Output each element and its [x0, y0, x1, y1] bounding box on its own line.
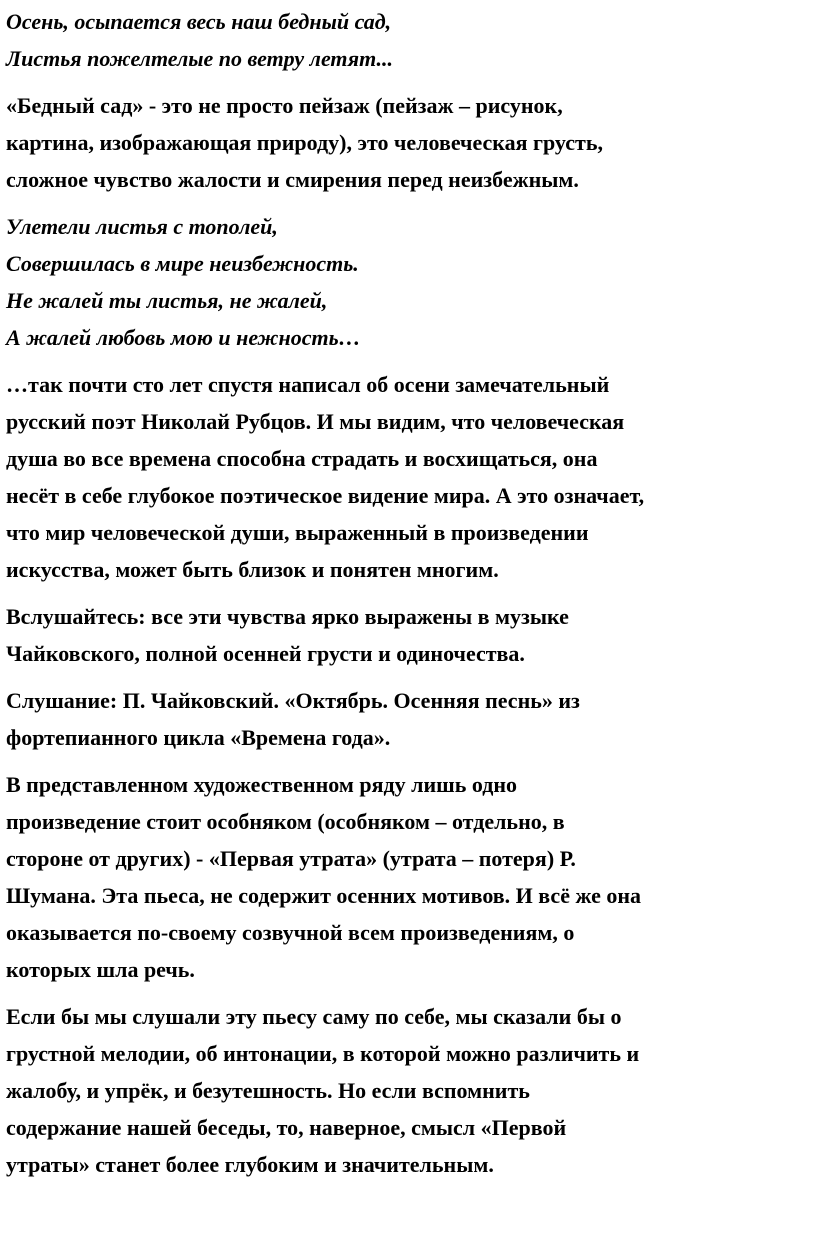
paragraph-rubtsov — [6, 366, 814, 588]
paragraph-first-loss — [6, 766, 814, 988]
text-line: Вслушайтесь: все эти чувства ярко выражены в музыке — [6, 604, 569, 629]
text-line: …так почти сто лет спустя написал об осени замечательный — [6, 372, 610, 397]
text-line: грустной мелодии, об интонации, в которой можно различить и — [6, 1041, 640, 1066]
text-line: жалобу, и упрёк, и безутешность. Но если вспомнить — [6, 1078, 530, 1103]
text-line: стороне от других) - «Первая утрата» (утрата – потеря) Р. — [6, 846, 576, 871]
paragraph-poor-garden — [6, 87, 814, 198]
text-line: Если бы мы слушали эту пьесу саму по себе, мы сказали бы о — [6, 1004, 622, 1029]
text-line: В представленном художественном ряду лишь одно — [6, 772, 517, 797]
text-line: душа во все времена способна страдать и восхищаться, она — [6, 446, 598, 471]
text-line: Чайковского, полной осенней грусти и одиночества. — [6, 641, 525, 666]
poem-line: Улетели листья с тополей, — [6, 214, 278, 239]
poem-line: Осень, осыпается весь наш бедный сад, — [6, 9, 392, 34]
text-line: фортепианного цикла «Времена года». — [6, 725, 391, 750]
poem-line: А жалей любовь мою и нежность… — [6, 325, 361, 350]
text-line: оказывается по-своему созвучной всем произведениям, о — [6, 920, 575, 945]
poem-stanza-autumn — [6, 3, 816, 77]
text-line: Шумана. Эта пьеса, не содержит осенних мотивов. И всё же она — [6, 883, 642, 908]
poem-stanza-rubtsov — [6, 208, 816, 356]
text-line: которых шла речь. — [6, 957, 195, 982]
text-line: искусства, может быть близок и понятен многим. — [6, 557, 499, 582]
text-line: произведение стоит особняком (особняком – отдельно, в — [6, 809, 565, 834]
text-line: «Бедный сад» - это не просто пейзаж (пейзаж – рисунок, — [6, 93, 563, 118]
poem-line: Не жалей ты листья, не жалей, — [6, 288, 328, 313]
paragraph-conclusion — [6, 998, 814, 1183]
text-line: русский поэт Николай Рубцов. И мы видим, что человеческая — [6, 409, 625, 434]
text-line: картина, изображающая природу), это человеческая грусть, — [6, 130, 603, 155]
text-line: что мир человеческой души, выраженный в произведении — [6, 520, 589, 545]
poem-line: Листья пожелтелые по ветру летят... — [6, 46, 394, 71]
paragraph-listening-tchaikovsky — [6, 682, 814, 756]
text-line: несёт в себе глубокое поэтическое видение мира. А это означает, — [6, 483, 645, 508]
text-line: сложное чувство жалости и смирения перед неизбежным. — [6, 167, 579, 192]
text-line: утраты» станет более глубоким и значительным. — [6, 1152, 494, 1177]
poem-line: Совершилась в мире неизбежность. — [6, 251, 359, 276]
text-line: Слушание: П. Чайковский. «Октябрь. Осенняя песнь» из — [6, 688, 580, 713]
text-line: содержание нашей беседы, то, наверное, смысл «Первой — [6, 1115, 567, 1140]
paragraph-listen — [6, 598, 814, 672]
